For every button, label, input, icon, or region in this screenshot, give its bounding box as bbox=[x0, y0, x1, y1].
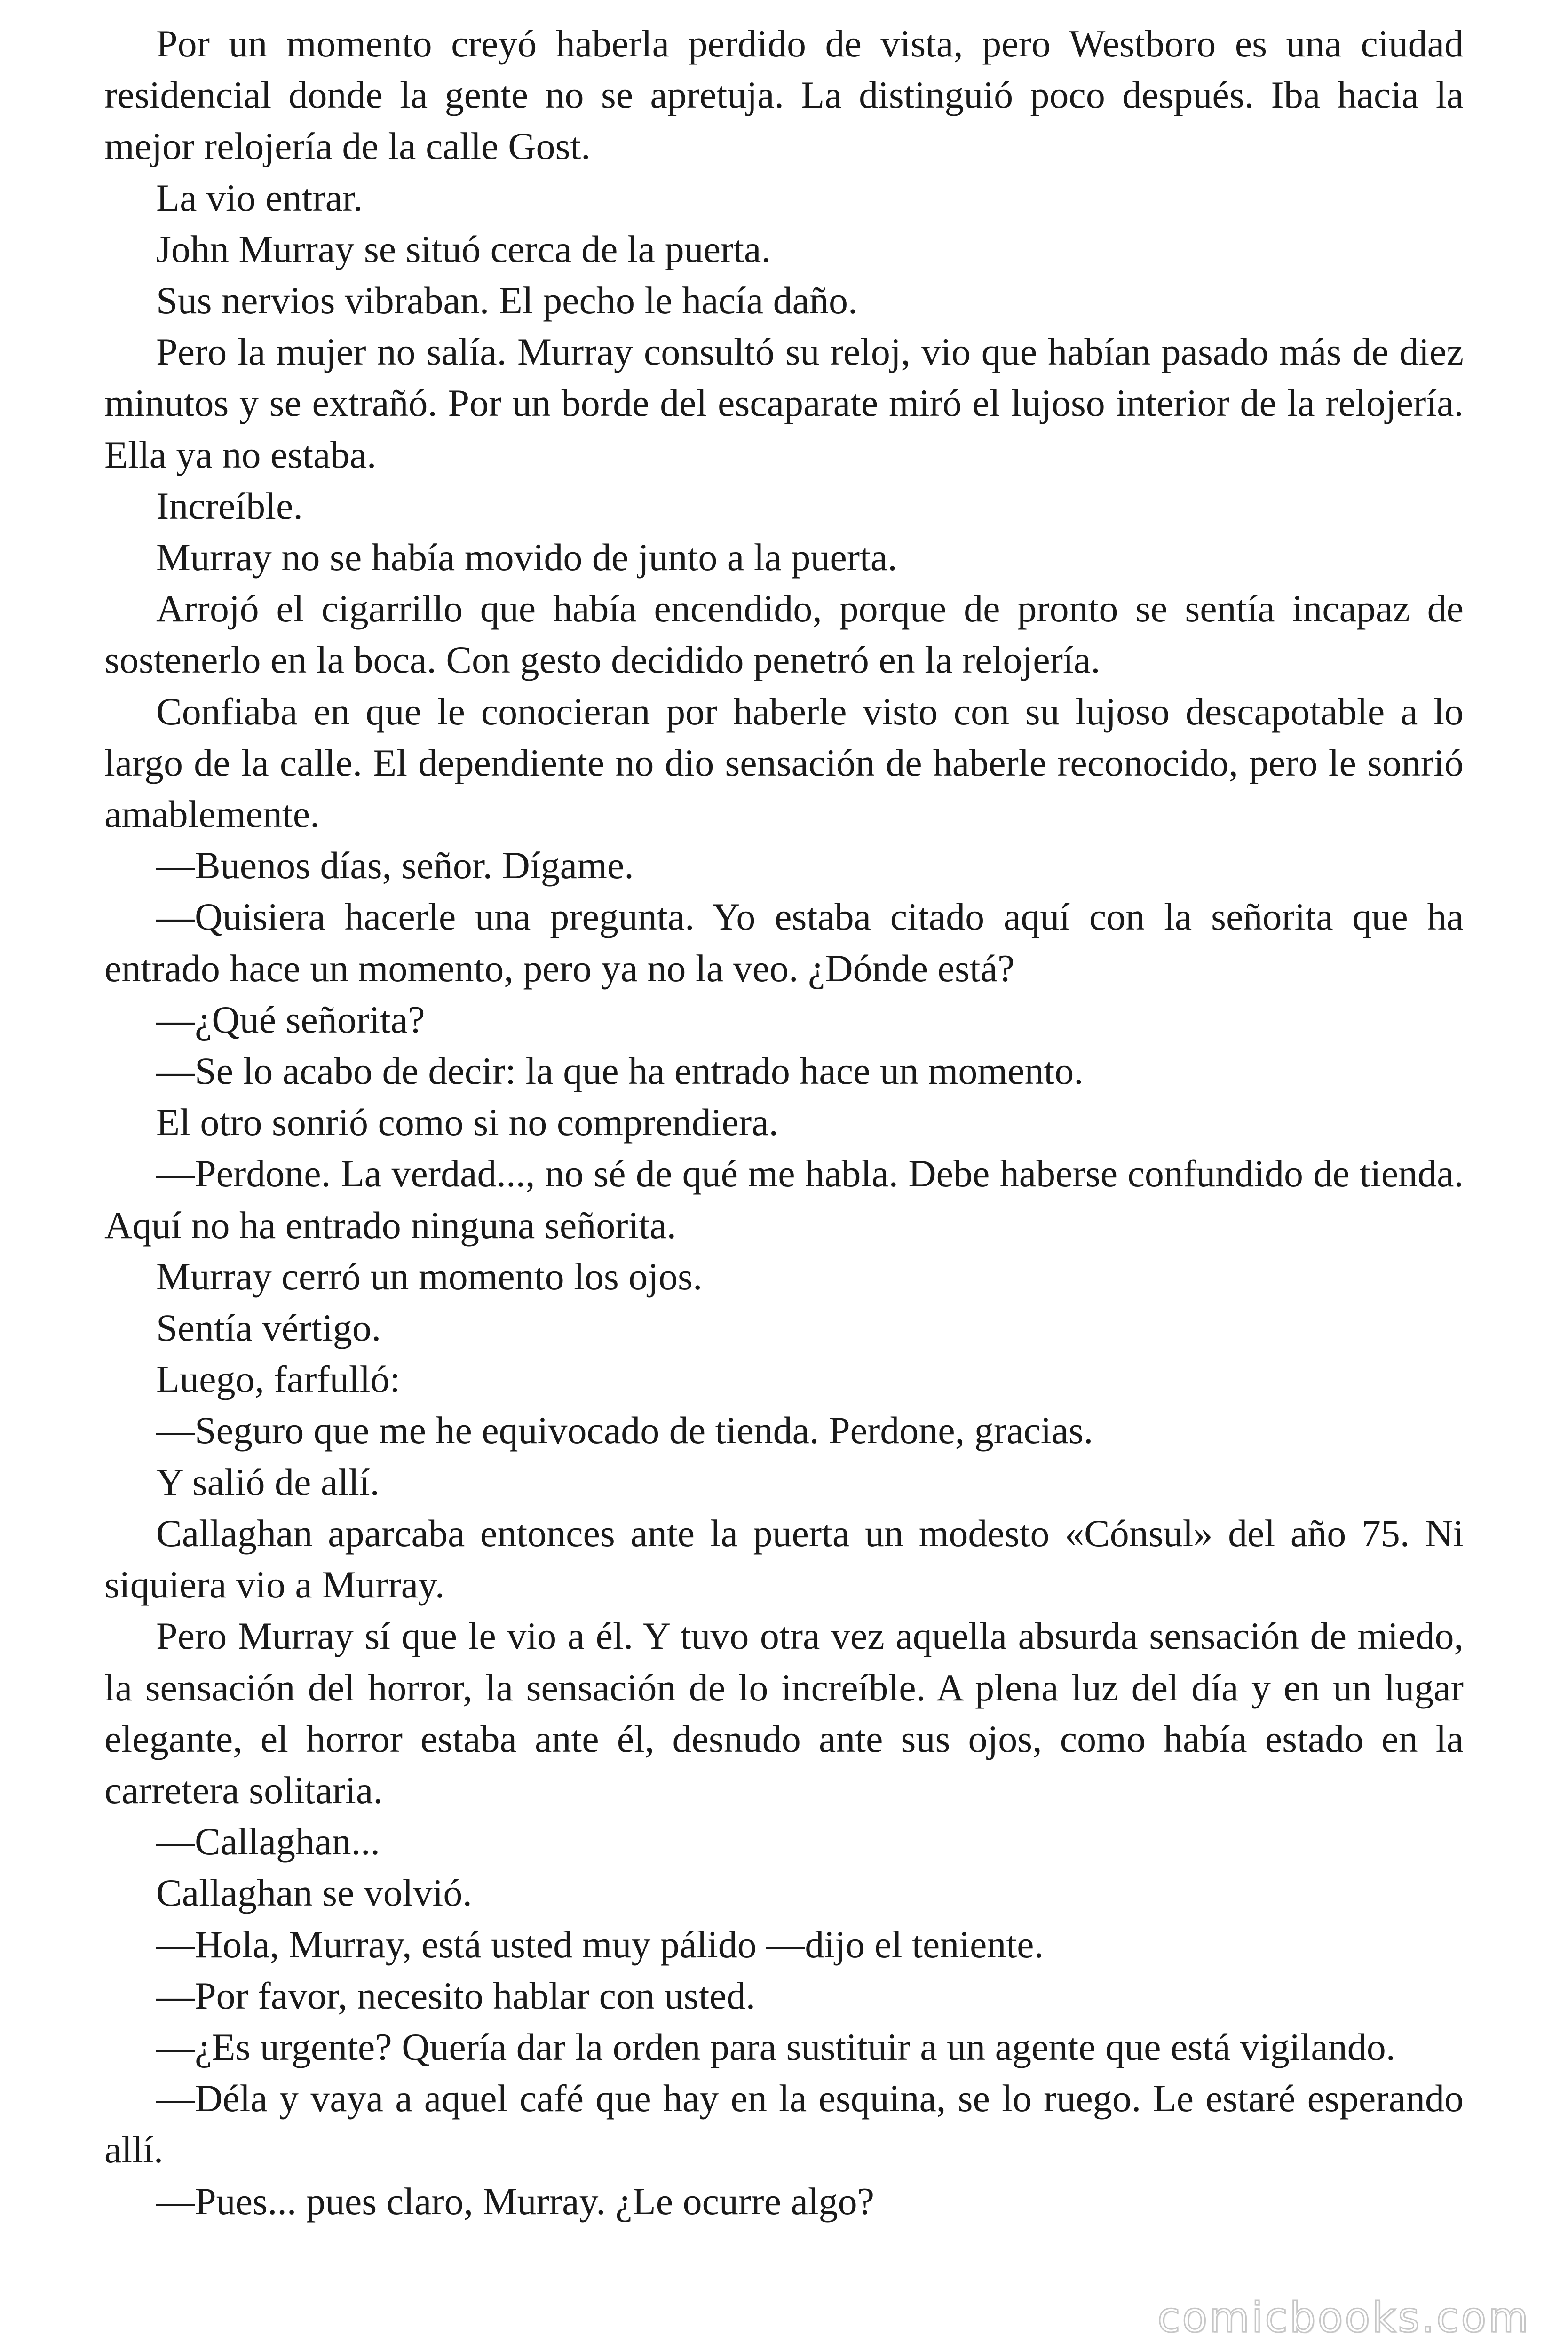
paragraph: —Se lo acabo de decir: la que ha entrado hace un momento. bbox=[156, 1049, 1084, 1093]
paragraph: Increíble. bbox=[156, 484, 303, 527]
paragraph: —Perdone. La verdad..., no sé de qué me habla. Debe haberse confundido de tienda. Aquí no ha entrado ninguna señorita. bbox=[104, 1152, 1464, 1247]
paragraph: Luego, farfulló: bbox=[156, 1358, 401, 1401]
paragraph: Pero la mujer no salía. Murray consultó su reloj, vio que habían pasado más de diez minutos y se extrañó. Por un borde del escaparate miró el lujoso interior de la relojería. Ella ya no estaba. bbox=[104, 330, 1464, 476]
paragraph: Sentía vértigo. bbox=[156, 1306, 381, 1350]
paragraph: Murray no se había movido de junto a la puerta. bbox=[156, 536, 897, 579]
paragraph: La vio entrar. bbox=[156, 176, 363, 219]
paragraph: El otro sonrió como si no comprendiera. bbox=[156, 1101, 779, 1144]
paragraph: —Quisiera hacerle una pregunta. Yo estaba citado aquí con la señorita que ha entrado hace un momento, pero ya no la veo. ¿Dónde está? bbox=[104, 895, 1464, 990]
paragraph: Pero Murray sí que le vio a él. Y tuvo otra vez aquella absurda sensación de miedo, la sensación del horror, la sensación de lo increíble. A plena luz del día y en un lugar elegante, el horror estaba ante él, desnudo ante sus ojos, como había estado en la carretera solitaria. bbox=[104, 1614, 1464, 1812]
paragraph: Por un momento creyó haberla perdido de vista, pero Westboro es una ciudad residencial donde la gente no se apretuja. La distinguió poco después. Iba hacia la mejor relojería de la calle Gost. bbox=[104, 22, 1464, 168]
body-text bbox=[104, 18, 1464, 2227]
paragraph: Y salió de allí. bbox=[156, 1460, 380, 1503]
watermark: comicbooks.com bbox=[1157, 2293, 1530, 2342]
paragraph: —Callaghan... bbox=[156, 1820, 380, 1863]
paragraph: Confiaba en que le conocieran por haberle visto con su lujoso descapotable a lo largo de la calle. El dependiente no dio sensación de haberle reconocido, pero le sonrió amablemente. bbox=[104, 690, 1464, 836]
paragraph: —Buenos días, señor. Dígame. bbox=[156, 844, 634, 887]
paragraph: —¿Qué señorita? bbox=[156, 998, 425, 1041]
paragraph: Sus nervios vibraban. El pecho le hacía daño. bbox=[156, 279, 858, 322]
paragraph: Callaghan se volvió. bbox=[156, 1871, 472, 1915]
paragraph: —¿Es urgente? Quería dar la orden para sustituir a un agente que está vigilando. bbox=[156, 2025, 1396, 2068]
paragraph: Arrojó el cigarrillo que había encendido, porque de pronto se sentía incapaz de sostenerlo en la boca. Con gesto decidido penetró en la relojería. bbox=[104, 587, 1464, 682]
paragraph: —Hola, Murray, está usted muy pálido —dijo el teniente. bbox=[156, 1923, 1044, 1966]
paragraph: —Por favor, necesito hablar con usted. bbox=[156, 1974, 756, 2017]
paragraph: John Murray se situó cerca de la puerta. bbox=[156, 227, 771, 270]
paragraph: —Déla y vaya a aquel café que hay en la esquina, se lo ruego. Le estaré esperando allí. bbox=[104, 2077, 1464, 2171]
paragraph: Callaghan aparcaba entonces ante la puerta un modesto «Cónsul» del año 75. Ni siquiera vio a Murray. bbox=[104, 1511, 1464, 1606]
paragraph: —Pues... pues claro, Murray. ¿Le ocurre algo? bbox=[156, 2179, 875, 2223]
paragraph: —Seguro que me he equivocado de tienda. Perdone, gracias. bbox=[156, 1409, 1093, 1452]
paragraph: Murray cerró un momento los ojos. bbox=[156, 1255, 703, 1298]
